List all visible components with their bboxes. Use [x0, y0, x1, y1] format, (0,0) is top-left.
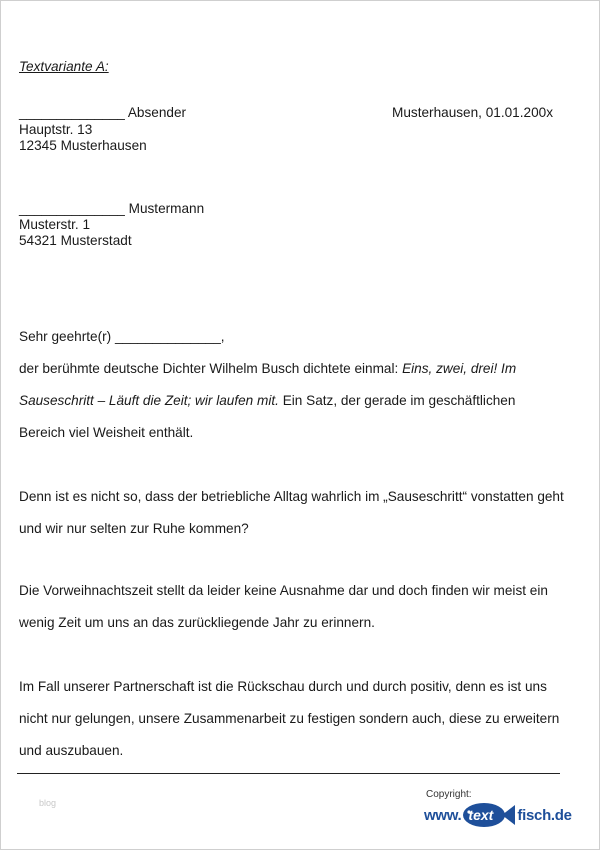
recipient-street: Musterstr. 1	[19, 217, 91, 232]
paragraph-1-rest: Ein Satz, der gerade im geschäftlichen Bereich viel Weisheit enthält.	[19, 393, 516, 440]
variant-heading: Textvariante A:	[19, 59, 109, 74]
paragraph-1	[19, 353, 564, 449]
footer-divider	[17, 773, 560, 774]
paragraph-1-intro: der berühmte deutsche Dichter Wilhelm Busch dichtete einmal:	[19, 361, 403, 376]
blog-watermark: blog	[39, 798, 57, 808]
sender-street: Hauptstr. 13	[19, 122, 93, 137]
busch-quote: Eins, zwei, drei! Im Sauseschritt – Läuft die Zeit; wir laufen mit.	[19, 361, 517, 408]
greeting: Sehr geehrte(r) ______________,	[19, 329, 225, 344]
sender-city: 12345 Musterhausen	[19, 138, 147, 153]
recipient-city: 54321 Musterstadt	[19, 233, 132, 248]
fish-icon	[462, 802, 516, 828]
sender-name-line: ______________ Absender	[19, 105, 187, 120]
logo-highlight: text	[468, 807, 494, 823]
letter-date: Musterhausen, 01.01.200x	[392, 105, 553, 120]
paragraph-2: Denn ist es nicht so, dass der betriebliche Alltag wahrlich im „Sauseschritt“ vonstatten geht und wir nur selten zur Ruhe kommen?	[19, 489, 564, 536]
recipient-name-line: ______________ Mustermann	[19, 201, 205, 216]
paragraph-3: Die Vorweihnachtszeit stellt da leider keine Ausnahme dar und doch finden wir meist ein wenig Zeit um uns an das zurückliegende Jahr zu erinnern.	[19, 583, 548, 630]
copyright-label: Copyright:	[426, 789, 472, 800]
logo-suffix: fisch.de	[517, 806, 572, 824]
textfisch-logo[interactable]	[424, 802, 572, 828]
paragraph-4: Im Fall unserer Partnerschaft ist die Rückschau durch und durch positiv, denn es ist uns nicht nur gelungen, unsere Zusammenarbeit zu festigen sondern auch, diese zu erweitern und auszubauen.	[19, 679, 560, 758]
logo-prefix: www.	[424, 806, 462, 824]
